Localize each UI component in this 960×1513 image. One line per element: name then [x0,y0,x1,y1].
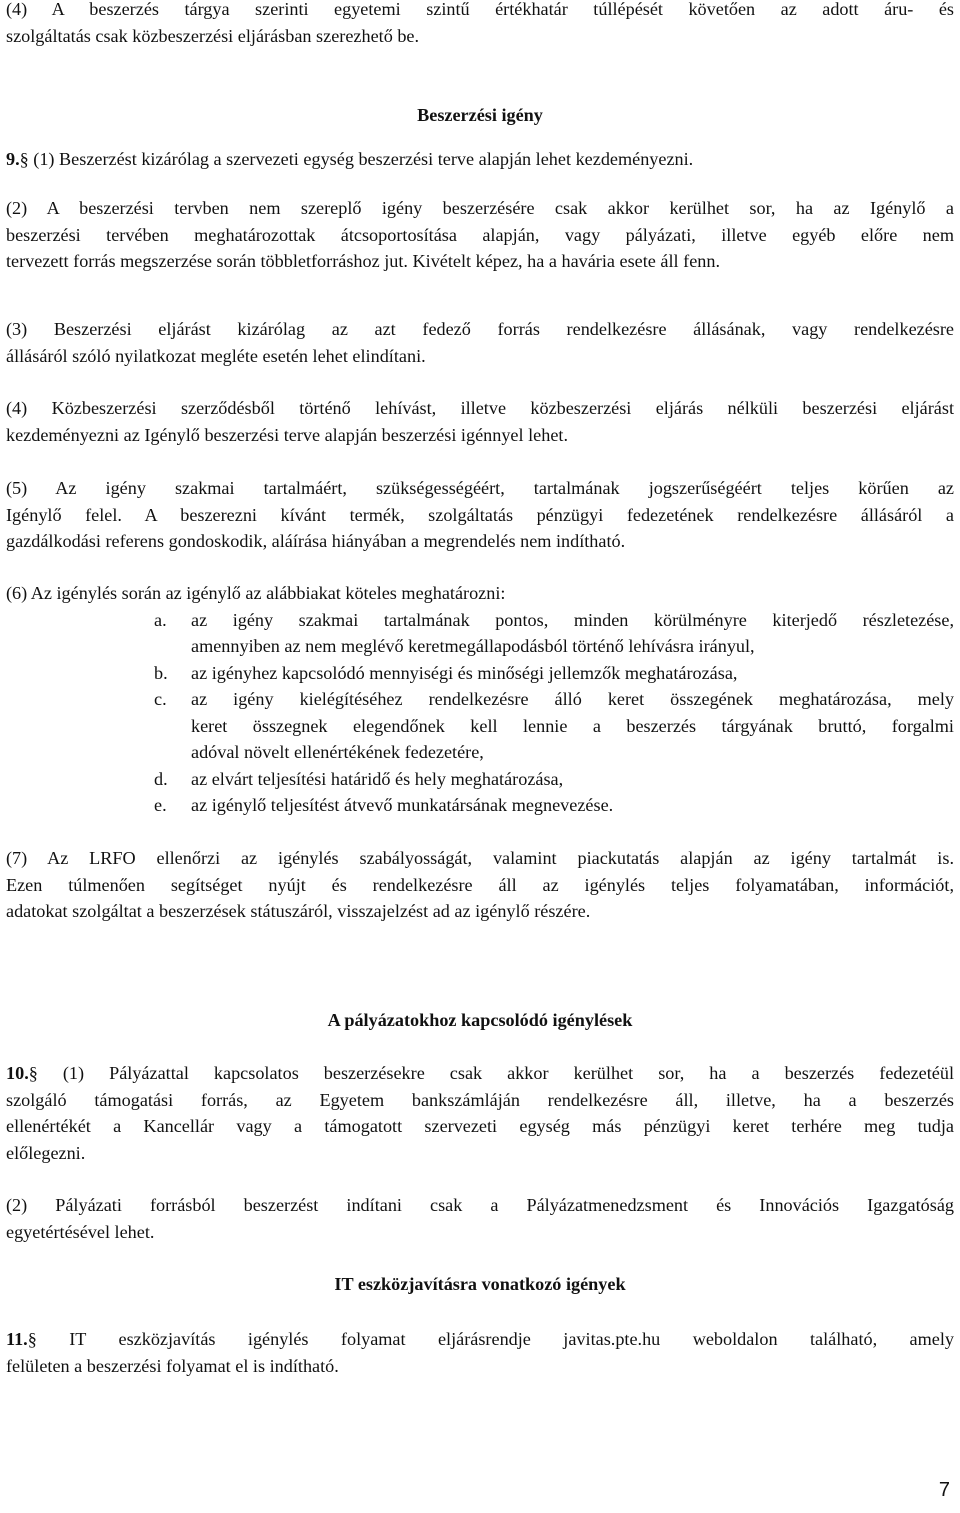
paragraph-11-1 [6,1326,954,1379]
section-sign: § [19,149,29,169]
text-line: gazdálkodási referens gondoskodik, aláírása hiányában a megrendelés nem indítható. [6,531,626,551]
text-line: adóval növelt ellenértékének fedezetére, [191,742,484,762]
paragraph-9-1 [6,146,954,173]
text-line: állásáról szóló nyilatkozat megléte esetén lehet elindítani. [6,345,426,366]
list-marker: e. [154,795,167,815]
text-line: beszerzési tervében meghatározottak átcsoportosítása alapján, vagy pályázati, illetve egyéb előre nem [6,224,954,245]
section-number: 9. [6,149,20,169]
text-line: (4) Közbeszerzési szerződésből történő lehívást, illetve közbeszerzési eljárás nélküli beszerzési eljárást [6,398,954,418]
list-item [6,607,954,660]
section-sign: § [27,1329,37,1349]
section-number: 11. [6,1329,28,1349]
text-line: (4) A beszerzés tárgya szerinti egyetemi szintű értékhatár túllépését követően az adott áru- és [6,0,954,19]
paragraph-10-2 [6,1192,954,1245]
text-line: az igényhez kapcsolódó mennyiségi és minőségi jellemzők meghatározása, [191,662,738,683]
text-line: az igény kielégítéséhez rendelkezésre álló keret összegének meghatározása, mely [191,689,954,709]
text-line: (5) Az igény szakmai tartalmáért, szükségességéért, tartalmának jogszerűségéért teljes körűen az [6,478,954,498]
text-line: Igénylő felel. A beszerezni kívánt termék, szolgáltatás pénzügyi fedezetének rendelkezésre állásáról a [6,504,954,525]
requirement-list [6,607,954,819]
text-line: egyetértésével lehet. [6,1221,155,1242]
text-line: (3) Beszerzési eljárást kizárólag az azt fedező forrás rendelkezésre állásának, vagy rendelkezésre [6,319,954,339]
text-line: az igénylő teljesítést átvevő munkatársának megnevezése. [191,795,614,815]
text-line: adatokat szolgáltat a beszerzések státuszáról, visszajelzést ad az igénylő részére. [6,901,591,921]
text-line: (6) Az igénylés során az igénylő az alábbiakat köteles meghatározni: [6,583,506,603]
text-line: felületen a beszerzési folyamat el is indítható. [6,1355,339,1376]
text-line: (2) A beszerzési tervben nem szereplő igény beszerzésére csak akkor kerülhet sor, ha az Igénylő a [6,198,954,218]
text-line: kezdeményezni az Igénylő beszerzési terve alapján beszerzési igénnyel lehet. [6,424,569,445]
text-line: IT eszközjavítás igénylés folyamat eljárásrendje javitas.pte.hu weboldalon található, amely [69,1329,954,1349]
paragraph-9-7 [6,845,954,925]
paragraph-9-5 [6,475,954,555]
text-line: (1) Pályázattal kapcsolatos beszerzésekre csak akkor kerülhet sor, ha a beszerzés fedezetéül [62,1063,954,1083]
list-marker: d. [154,768,168,789]
paragraph-9-2 [6,195,954,275]
intro-paragraph [6,0,954,49]
section-sign: § [28,1063,38,1083]
paragraph-9-3 [6,316,954,369]
list-item [6,766,954,793]
list-marker: a. [154,609,167,630]
list-item [6,686,954,766]
text-line: (2) Pályázati forrásból beszerzést indítani csak a Pályázatmenedzsment és Innovációs Igazgatóság [6,1195,954,1215]
list-marker: c. [154,689,167,709]
list-marker: b. [154,662,168,683]
text-line: ellenértékét a Kancellár vagy a támogatott szervezeti egység más pénzügyi keret terhére meg tudja [6,1116,954,1136]
text-line: szolgáló támogatási forrás, az Egyetem bankszámláján rendelkezésre áll, illetve, ha a beszerzés [6,1089,954,1110]
paragraph-10-1 [6,1060,954,1166]
page-number: 7 [938,1479,950,1501]
text-line: tervezett forrás megszerzése során többletforráshoz jut. Kivételt képez, ha a havária esete áll fenn. [6,251,721,271]
text-line: az igény szakmai tartalmának pontos, minden körülményre kiterjedő részletezése, [191,609,954,630]
paragraph-9-4 [6,395,954,448]
section-number: 10. [6,1063,29,1083]
paragraph-9-6 [6,580,954,819]
text-line: szolgáltatás csak közbeszerzési eljárásban szerezhető be. [6,25,420,46]
list-item [6,792,954,819]
text-line: keret összegnek elegendőnek kell lennie a beszerzés tárgyának bruttó, forgalmi [191,715,954,736]
section-heading: IT eszközjavításra vonatkozó igények [334,1274,626,1294]
list-item [6,660,954,687]
text-line: előlegezni. [6,1142,86,1163]
section-heading: A pályázatokhoz kapcsolódó igénylések [327,1010,633,1030]
text-line: (7) Az LRFO ellenőrzi az igénylés szabályosságát, valamint piackutatás alapján az igény tartalmát is. [6,848,954,868]
section-heading: Beszerzési igény [417,105,543,125]
text-line: Ezen túlmenően segítséget nyújt és rendelkezésre áll az igénylés teljes folyamatában, információt, [6,874,954,895]
text-line: amennyiben az nem meglévő keretmegállapodásból történő lehívásra irányul, [191,636,755,656]
text-line: (1) Beszerzést kizárólag a szervezeti egység beszerzési terve alapján lehet kezdeményezni. [33,149,694,169]
text-line: az elvárt teljesítési határidő és hely meghatározása, [191,768,564,789]
